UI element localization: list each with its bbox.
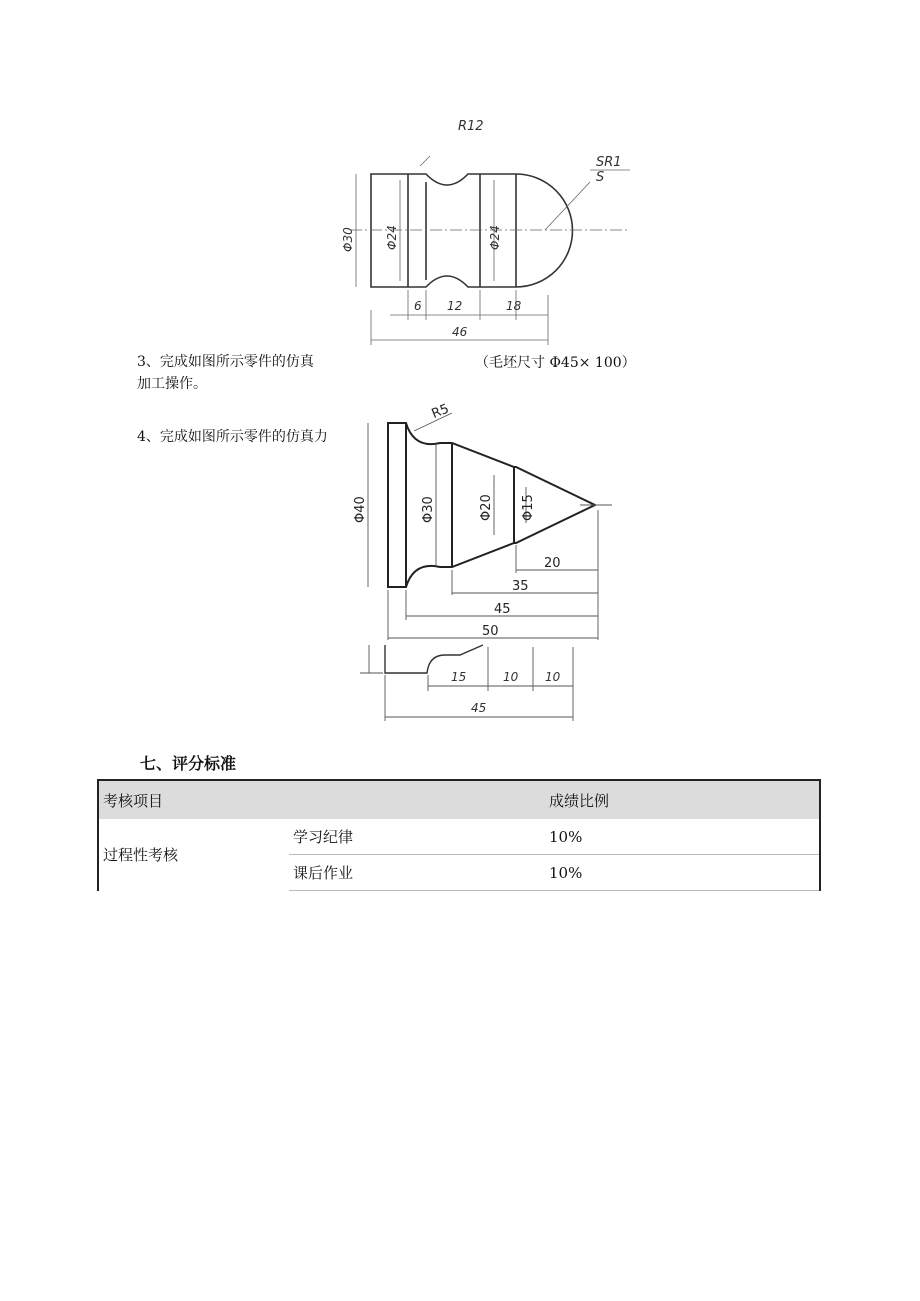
figure-1-dim-6: 6 — [414, 299, 422, 313]
item-3-blank-size: （毛坯尺寸 Φ45× 100） — [475, 355, 636, 371]
figure-2-dimension-lines — [368, 413, 612, 640]
figure-3-dim-45: 45 — [471, 701, 487, 715]
figure-1-dia-30: Φ30 — [341, 227, 355, 252]
figure-2-dim-35: 35 — [512, 579, 529, 594]
figure-2-dim-20: 20 — [544, 556, 561, 571]
row-ratio: 10% — [545, 855, 820, 891]
item-4-line-1: 4、完成如图所示零件的仿真力 — [137, 429, 328, 445]
figure-1-dia-24-right: Φ24 — [488, 225, 502, 250]
row-ratio: 10% — [545, 819, 820, 855]
figure-3-dim-10-a: 10 — [503, 670, 519, 684]
figure-3-drawing — [355, 635, 595, 725]
figure-1-sphere-label: SR1 — [596, 155, 622, 170]
group-label: 过程性考核 — [98, 819, 289, 891]
figure-1-dim-18: 18 — [506, 299, 522, 313]
row-name: 课后作业 — [289, 855, 545, 891]
figure-2-drawing — [340, 395, 615, 645]
figure-2-dia-30: Φ30 — [421, 496, 436, 523]
figure-2-dim-45: 45 — [494, 602, 511, 617]
figure-2-dia-40: Φ40 — [353, 496, 368, 523]
figure-1-radius-label: R12 — [458, 119, 484, 134]
header-item: 考核项目 — [98, 780, 545, 819]
figure-2-dia-20: Φ20 — [479, 494, 494, 521]
figure-1-dia-24-left: Φ24 — [385, 225, 399, 250]
figure-3-dim-10-b: 10 — [545, 670, 561, 684]
figure-3-outline — [385, 645, 483, 673]
table-header-row — [98, 780, 820, 819]
figure-1-dim-46: 46 — [452, 325, 468, 339]
header-ratio: 成绩比例 — [545, 780, 820, 819]
scoring-table — [97, 779, 821, 891]
figure-3-dim-15: 15 — [451, 670, 467, 684]
figure-2-dia-15: Φ15 — [521, 494, 536, 521]
item-3-line-2: 加工操作。 — [137, 376, 207, 392]
figure-2-dim-50: 50 — [482, 624, 499, 639]
item-3-line-1: 3、完成如图所示零件的仿真 — [137, 354, 314, 370]
figure-1-drawing — [330, 110, 660, 355]
figure-2-radius-label: R5 — [429, 401, 452, 422]
row-name: 学习纪律 — [289, 819, 545, 855]
table-row — [98, 819, 820, 855]
section-7-title: 七、评分标准 — [140, 754, 237, 773]
figure-3-dimension-lines — [360, 645, 573, 721]
figure-1-sphere-label-s: S — [596, 170, 605, 185]
figure-1-dim-12: 12 — [447, 299, 463, 313]
figure-1-outline — [371, 174, 573, 287]
